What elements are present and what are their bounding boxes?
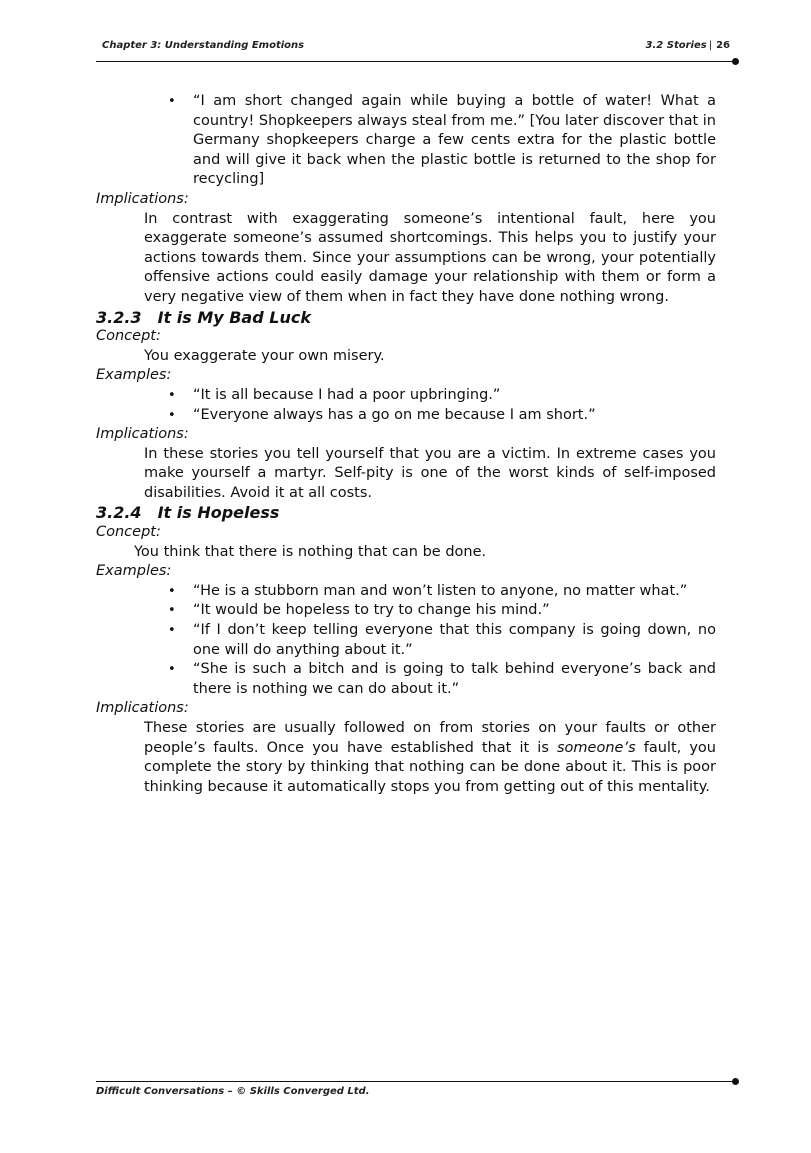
implications-emphasis: someone’s [557,739,636,756]
section-title: It is Hopeless [157,503,280,523]
bullet-text: “He is a stubborn man and won’t listen to anyone, no matter what.” [193,582,688,599]
concept-label: Concept: [96,524,161,541]
list-item [168,601,716,621]
intro-bullet-list [96,92,716,190]
list-item [168,406,716,426]
bullet-icon: • [168,407,176,423]
examples-list [96,582,716,700]
rule-end-dot [732,58,739,65]
section-number: 3.2.3 [96,307,142,327]
implications-text: In these stories you tell yourself that you are a victim. In extreme cases you make yourself a martyr. Self-pity is one of the worst kinds of self-imposed disabilities. Avoid it at all costs. [144,445,716,501]
bullet-icon: • [168,387,176,403]
section-heading-324 [96,503,716,523]
implications-text: In contrast with exaggerating someone’s intentional fault, here you exaggerate someone’s assumed shortcomings. This helps you to justify your actions towards them. Since your assumptions can be wrong, your potentially offensive actions could easily damage your relationship with them or form a very negative view of them when in fact they have done nothing wrong. [144,210,716,305]
bullet-icon: • [168,94,176,109]
list-item [168,660,716,699]
examples-label: Examples: [96,563,172,580]
footer-rule [96,1081,736,1082]
bullet-icon: • [168,662,176,678]
section-number: 3.2.4 [96,503,142,523]
concept-text: You exaggerate your own misery. [144,347,385,364]
list-item [168,92,716,190]
rule-end-dot [732,1078,739,1085]
page-number: 26 [716,40,730,51]
implications-label: Implications: [96,700,189,717]
bullet-icon: • [168,603,176,619]
bullet-icon: • [168,583,176,599]
bullet-text: “If I don’t keep telling everyone that this company is going down, no one will do anything about it.” [193,622,716,658]
concept-label: Concept: [96,328,161,345]
page-body [96,92,716,797]
implications-text [96,719,716,797]
chapter-title: Chapter 3: Understanding Emotions [102,40,305,51]
implications-text-end: fault, you complete the story by thinking that nothing can be done about it. This is poor thinking because it automatically stops you from getting out of this mentality. [144,739,716,795]
examples-label: Examples: [96,367,172,384]
bullet-text: “Everyone always has a go on me because I am short.” [193,406,596,423]
bullet-text: “I am short changed again while buying a bottle of water! What a country! Shopkeepers always steal from me.” [You later discover that in Germany shopkeepers charge a few cents extra for the plastic bottle and will give it back when the plastic bottle is returned to the shop for recycling] [193,93,716,188]
page-footer: Difficult Conversations – © Skills Converged Ltd. [96,1086,370,1097]
bullet-text: “It would be hopeless to try to change his mind.” [193,602,550,619]
concept-text: You think that there is nothing that can be done. [134,543,487,560]
bullet-text: “It is all because I had a poor upbringing.” [193,386,501,403]
implications-text-start: These stories are usually followed on from stories on your faults or other people’s faults. Once you have established that it is [144,720,716,756]
section-title: 3.2 Stories [645,40,707,51]
section-page-indicator [646,40,730,51]
section-heading-323 [96,308,716,328]
implications-label: Implications: [96,426,189,443]
section-title: It is My Bad Luck [157,307,311,327]
examples-list [96,386,716,425]
header-separator: | [708,40,713,51]
list-item [168,582,716,602]
header-rule [96,61,736,62]
bullet-icon: • [168,623,176,639]
implications-label: Implications: [96,190,189,207]
page-header [96,37,736,55]
list-item [168,621,716,660]
bullet-text: “She is such a bitch and is going to talk behind everyone’s back and there is nothing we can do about it.” [193,661,716,697]
list-item [168,386,716,406]
